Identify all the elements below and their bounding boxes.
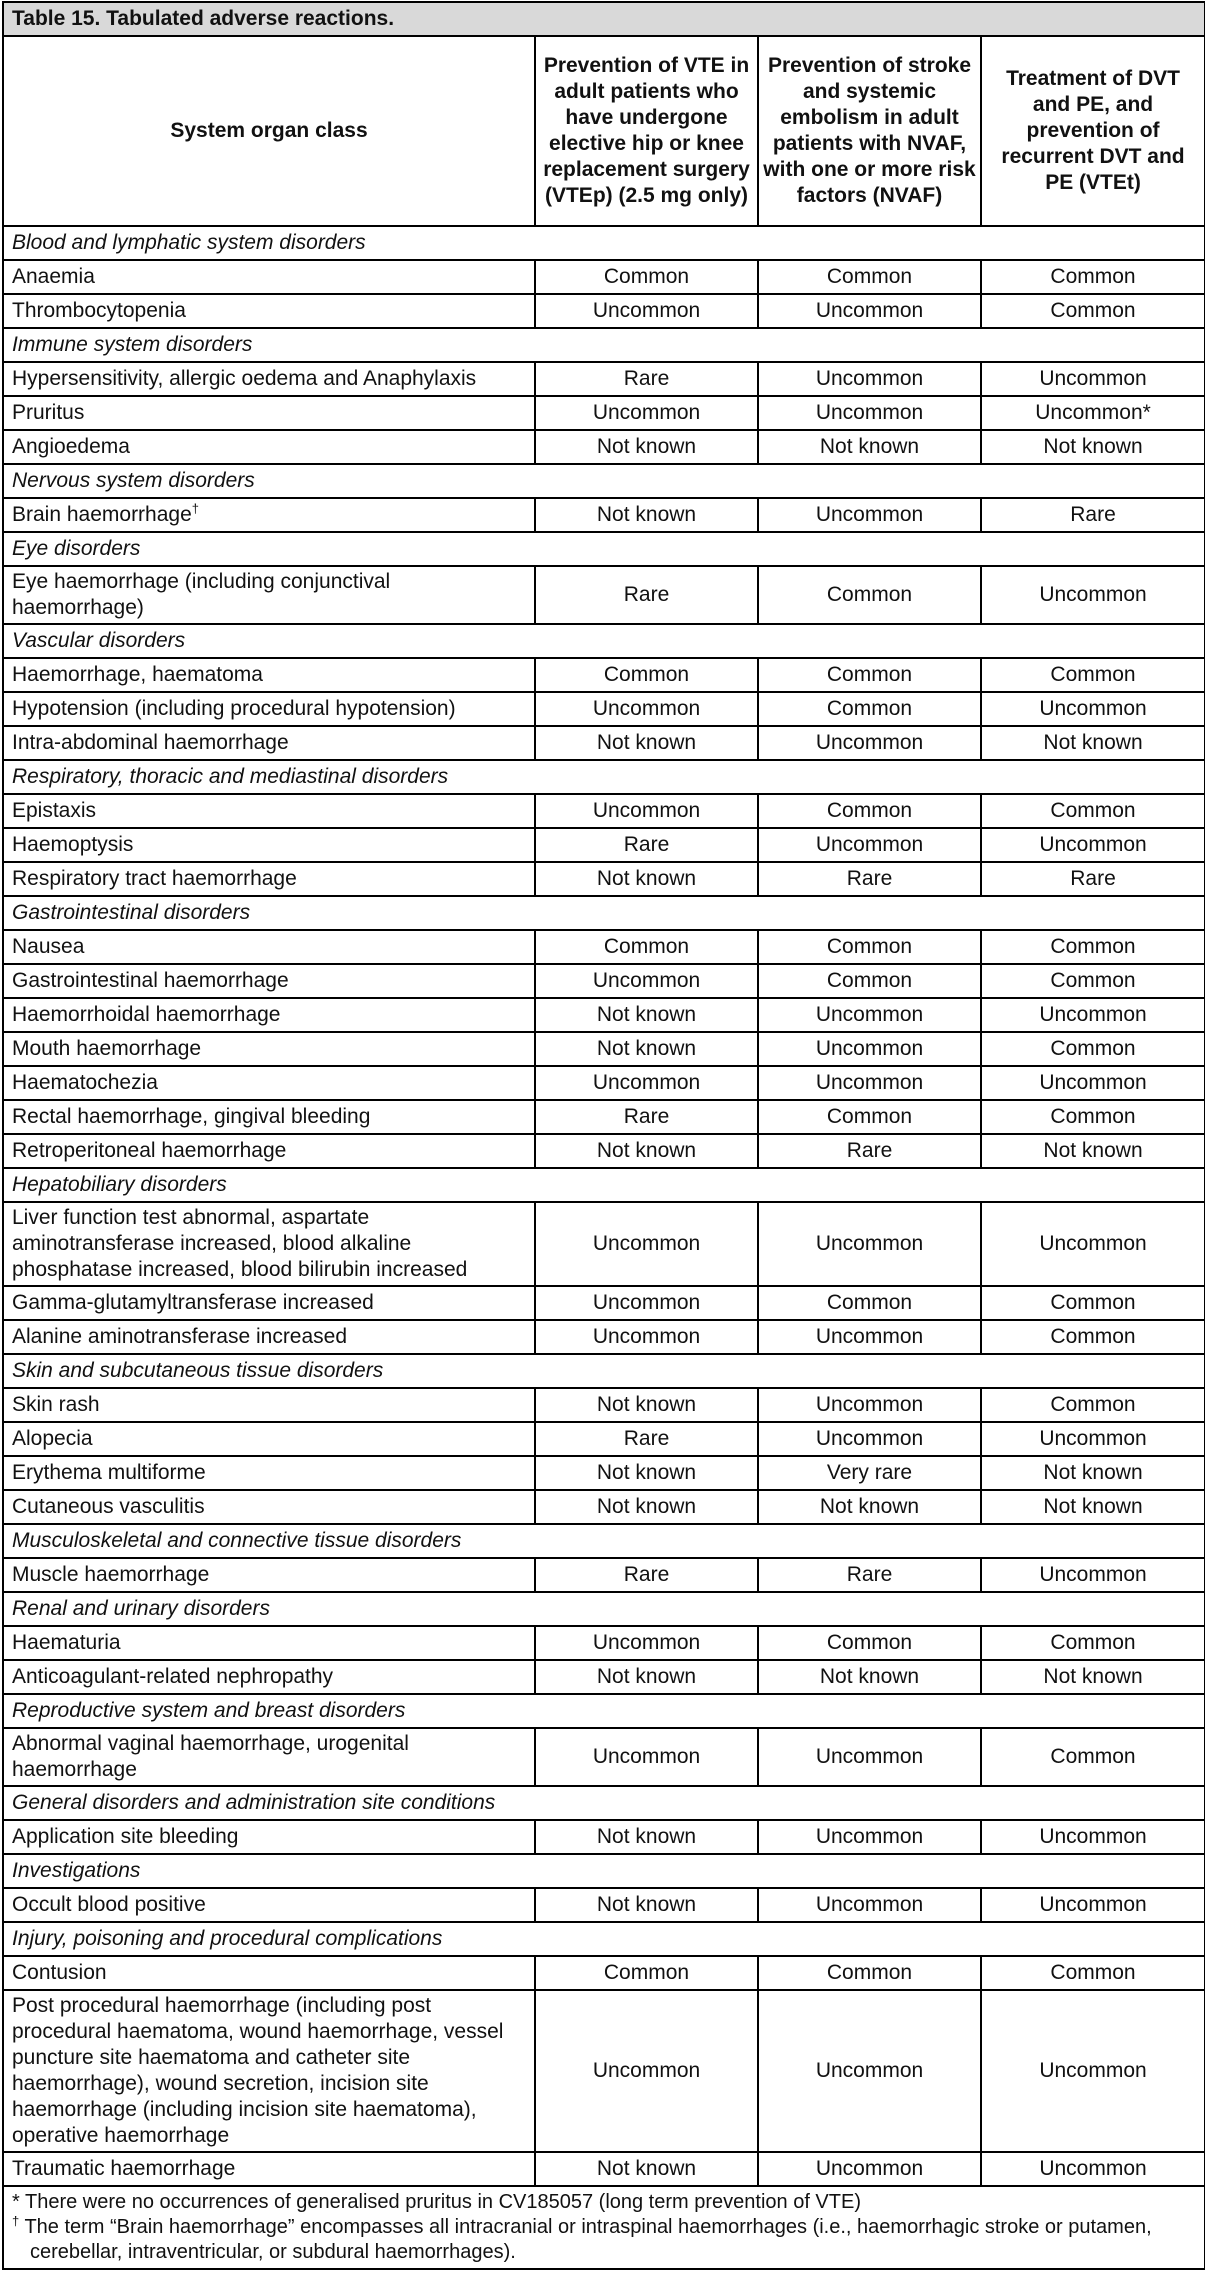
reaction-term-text: Cutaneous vasculitis xyxy=(12,1495,205,1518)
header-vtet: Treatment of DVT and PE, and prevention of recurrent DVT and PE (VTEt) xyxy=(981,36,1205,226)
category-row xyxy=(3,896,1205,930)
frequency-vtet: Uncommon xyxy=(981,1066,1205,1100)
frequency-vtep: Uncommon xyxy=(535,964,758,998)
frequency-vtep: Not known xyxy=(535,430,758,464)
table-row xyxy=(3,1626,1205,1660)
frequency-vtep: Uncommon xyxy=(535,1202,758,1286)
reaction-term xyxy=(3,1956,535,1990)
frequency-vtet: Uncommon xyxy=(981,2152,1205,2186)
table-row xyxy=(3,862,1205,896)
frequency-vtep: Not known xyxy=(535,1490,758,1524)
category-row xyxy=(3,464,1205,498)
header-vtep: Prevention of VTE in adult patients who have undergone elective hip or knee replacement surgery (VTEp) (2.5 mg only) xyxy=(535,36,758,226)
frequency-nvaf: Common xyxy=(758,964,981,998)
reaction-term-text: Haematuria xyxy=(12,1631,121,1654)
frequency-nvaf: Not known xyxy=(758,1660,981,1694)
reaction-term-text: Intra-abdominal haemorrhage xyxy=(12,731,289,754)
table-row xyxy=(3,1202,1205,1286)
reaction-term xyxy=(3,260,535,294)
category-label: Blood and lymphatic system disorders xyxy=(3,226,1205,260)
frequency-nvaf: Uncommon xyxy=(758,294,981,328)
frequency-vtep: Uncommon xyxy=(535,794,758,828)
frequency-vtet: Common xyxy=(981,930,1205,964)
frequency-vtet: Uncommon xyxy=(981,566,1205,624)
category-row xyxy=(3,1354,1205,1388)
frequency-vtep: Uncommon xyxy=(535,1320,758,1354)
table-row xyxy=(3,692,1205,726)
category-row xyxy=(3,1786,1205,1820)
frequency-nvaf: Common xyxy=(758,1100,981,1134)
category-label: Gastrointestinal disorders xyxy=(3,896,1205,930)
frequency-nvaf: Common xyxy=(758,1286,981,1320)
table-row xyxy=(3,1286,1205,1320)
table-title: Table 15. Tabulated adverse reactions. xyxy=(3,2,1205,36)
table-row xyxy=(3,2152,1205,2186)
reaction-term-text: Eye haemorrhage (including conjunctival haemorrhage) xyxy=(12,570,391,619)
frequency-vtet: Common xyxy=(981,294,1205,328)
frequency-vtep: Uncommon xyxy=(535,1728,758,1786)
frequency-nvaf: Uncommon xyxy=(758,1202,981,1286)
reaction-term-text: Haemoptysis xyxy=(12,833,134,856)
reaction-term-text: Mouth haemorrhage xyxy=(12,1037,202,1060)
table-row xyxy=(3,294,1205,328)
frequency-nvaf: Common xyxy=(758,930,981,964)
frequency-vtet: Common xyxy=(981,1286,1205,1320)
category-label: Eye disorders xyxy=(3,532,1205,566)
frequency-vtep: Not known xyxy=(535,1388,758,1422)
reaction-term xyxy=(3,828,535,862)
frequency-vtet: Not known xyxy=(981,1134,1205,1168)
footnote-mark: † xyxy=(12,2213,20,2229)
frequency-vtep: Not known xyxy=(535,998,758,1032)
frequency-nvaf: Uncommon xyxy=(758,1820,981,1854)
reaction-term xyxy=(3,1286,535,1320)
frequency-nvaf: Common xyxy=(758,1626,981,1660)
reaction-term xyxy=(3,1456,535,1490)
table-row xyxy=(3,1134,1205,1168)
category-row xyxy=(3,1592,1205,1626)
frequency-vtet: Rare xyxy=(981,498,1205,532)
reaction-term xyxy=(3,294,535,328)
frequency-vtet: Not known xyxy=(981,1660,1205,1694)
reaction-term-text: Gamma-glutamyltransferase increased xyxy=(12,1291,374,1314)
header-nvaf: Prevention of stroke and systemic embolism in adult patients with NVAF, with one or more risk factors (NVAF) xyxy=(758,36,981,226)
frequency-vtep: Uncommon xyxy=(535,692,758,726)
reaction-term xyxy=(3,1202,535,1286)
frequency-vtep: Not known xyxy=(535,1820,758,1854)
category-label: Investigations xyxy=(3,1854,1205,1888)
reaction-term xyxy=(3,566,535,624)
category-label: Nervous system disorders xyxy=(3,464,1205,498)
table-row xyxy=(3,1990,1205,2152)
category-label: Musculoskeletal and connective tissue disorders xyxy=(3,1524,1205,1558)
category-label: Renal and urinary disorders xyxy=(3,1592,1205,1626)
frequency-nvaf: Common xyxy=(758,692,981,726)
footnotes xyxy=(3,2186,1205,2269)
reaction-term xyxy=(3,964,535,998)
frequency-vtet: Not known xyxy=(981,430,1205,464)
frequency-vtet: Not known xyxy=(981,726,1205,760)
frequency-vtet: Common xyxy=(981,1626,1205,1660)
frequency-vtet: Uncommon xyxy=(981,1422,1205,1456)
frequency-nvaf: Uncommon xyxy=(758,1066,981,1100)
frequency-nvaf: Uncommon xyxy=(758,1728,981,1786)
adverse-reactions-table xyxy=(2,1,1205,2270)
category-label: Respiratory, thoracic and mediastinal disorders xyxy=(3,760,1205,794)
reaction-term xyxy=(3,2152,535,2186)
table-row xyxy=(3,1888,1205,1922)
frequency-vtep: Common xyxy=(535,1956,758,1990)
table-row xyxy=(3,1066,1205,1100)
reaction-term xyxy=(3,498,535,532)
frequency-nvaf: Not known xyxy=(758,1490,981,1524)
frequency-vtep: Not known xyxy=(535,1032,758,1066)
reaction-term-text: Haemorrhoidal haemorrhage xyxy=(12,1003,281,1026)
reaction-term-text: Brain haemorrhage xyxy=(12,503,192,526)
reaction-term-text: Anticoagulant-related nephropathy xyxy=(12,1665,334,1688)
frequency-vtep: Not known xyxy=(535,1888,758,1922)
frequency-vtep: Rare xyxy=(535,362,758,396)
reaction-term xyxy=(3,1066,535,1100)
frequency-nvaf: Uncommon xyxy=(758,998,981,1032)
reaction-term-text: Pruritus xyxy=(12,401,85,424)
reaction-term xyxy=(3,1490,535,1524)
table-row xyxy=(3,362,1205,396)
frequency-vtet: Uncommon xyxy=(981,692,1205,726)
reaction-term xyxy=(3,1728,535,1786)
category-label: Vascular disorders xyxy=(3,624,1205,658)
frequency-nvaf: Uncommon xyxy=(758,498,981,532)
category-label: Immune system disorders xyxy=(3,328,1205,362)
frequency-nvaf: Common xyxy=(758,794,981,828)
frequency-vtet: Common xyxy=(981,1320,1205,1354)
reaction-term xyxy=(3,1626,535,1660)
table-row xyxy=(3,930,1205,964)
reaction-term xyxy=(3,794,535,828)
reaction-term xyxy=(3,930,535,964)
frequency-vtep: Not known xyxy=(535,1134,758,1168)
header-system-organ-class: System organ class xyxy=(3,36,535,226)
reaction-term-text: Nausea xyxy=(12,935,85,958)
reaction-term-text: Thrombocytopenia xyxy=(12,299,186,322)
frequency-nvaf: Uncommon xyxy=(758,2152,981,2186)
frequency-vtep: Uncommon xyxy=(535,1066,758,1100)
table-row xyxy=(3,396,1205,430)
reaction-term-text: Abnormal vaginal haemorrhage, urogenital haemorrhage xyxy=(12,1732,409,1781)
reaction-term-text: Post procedural haemorrhage (including post procedural haematoma, wound haemorrhage, vessel puncture site haematoma and catheter site haemorrhage), wound secretion, incision site haemorrhage (including incision site haematoma), operative haemorrhage xyxy=(12,1994,504,2147)
frequency-vtep: Common xyxy=(535,658,758,692)
reaction-term-text: Epistaxis xyxy=(12,799,97,822)
frequency-vtep: Uncommon xyxy=(535,1990,758,2152)
frequency-vtep: Rare xyxy=(535,1100,758,1134)
table-row xyxy=(3,964,1205,998)
reaction-term xyxy=(3,862,535,896)
frequency-vtet: Common xyxy=(981,260,1205,294)
reaction-term xyxy=(3,1134,535,1168)
category-label: Skin and subcutaneous tissue disorders xyxy=(3,1354,1205,1388)
category-row xyxy=(3,1922,1205,1956)
frequency-vtep: Rare xyxy=(535,566,758,624)
frequency-nvaf: Common xyxy=(758,260,981,294)
footnote-mark: * xyxy=(12,2191,20,2213)
reaction-term xyxy=(3,396,535,430)
reaction-term xyxy=(3,1100,535,1134)
reaction-term xyxy=(3,1660,535,1694)
frequency-vtet: Uncommon xyxy=(981,828,1205,862)
reaction-term xyxy=(3,1558,535,1592)
category-label: Injury, poisoning and procedural complications xyxy=(3,1922,1205,1956)
table-row xyxy=(3,1032,1205,1066)
frequency-nvaf: Uncommon xyxy=(758,1422,981,1456)
table-row xyxy=(3,566,1205,624)
frequency-vtep: Not known xyxy=(535,2152,758,2186)
reaction-term xyxy=(3,1422,535,1456)
frequency-nvaf: Uncommon xyxy=(758,828,981,862)
frequency-nvaf: Uncommon xyxy=(758,1032,981,1066)
reaction-term xyxy=(3,1032,535,1066)
frequency-vtep: Not known xyxy=(535,1660,758,1694)
frequency-vtep: Rare xyxy=(535,1422,758,1456)
footnote-text: The term “Brain haemorrhage” encompasses all intracranial or intraspinal haemorrhages (i.e., haemorrhagic stroke or putamen, cerebellar, intraventricular, or subdural haemorrhages). xyxy=(24,2216,1152,2263)
table-row xyxy=(3,1490,1205,1524)
category-row xyxy=(3,226,1205,260)
table-row xyxy=(3,1660,1205,1694)
frequency-vtet: Uncommon xyxy=(981,1888,1205,1922)
category-label: Hepatobiliary disorders xyxy=(3,1168,1205,1202)
category-row xyxy=(3,328,1205,362)
category-row xyxy=(3,1524,1205,1558)
footnotes-row xyxy=(3,2186,1205,2269)
table-row xyxy=(3,1820,1205,1854)
frequency-vtep: Not known xyxy=(535,498,758,532)
reaction-term xyxy=(3,692,535,726)
frequency-vtet: Not known xyxy=(981,1490,1205,1524)
frequency-vtep: Uncommon xyxy=(535,1286,758,1320)
reaction-term-text: Hypersensitivity, allergic oedema and Anaphylaxis xyxy=(12,367,477,390)
table-row xyxy=(3,1728,1205,1786)
frequency-vtet: Common xyxy=(981,1956,1205,1990)
frequency-vtet: Uncommon xyxy=(981,1558,1205,1592)
frequency-nvaf: Common xyxy=(758,658,981,692)
reaction-term-text: Skin rash xyxy=(12,1393,100,1416)
table-row xyxy=(3,1456,1205,1490)
table-row xyxy=(3,828,1205,862)
frequency-nvaf: Rare xyxy=(758,1134,981,1168)
frequency-nvaf: Uncommon xyxy=(758,396,981,430)
reaction-term xyxy=(3,1990,535,2152)
frequency-nvaf: Uncommon xyxy=(758,1320,981,1354)
category-label: General disorders and administration site conditions xyxy=(3,1786,1205,1820)
reaction-term-text: Angioedema xyxy=(12,435,130,458)
frequency-vtet: Not known xyxy=(981,1456,1205,1490)
table-row xyxy=(3,1388,1205,1422)
frequency-vtep: Not known xyxy=(535,1456,758,1490)
frequency-vtep: Uncommon xyxy=(535,1626,758,1660)
frequency-nvaf: Uncommon xyxy=(758,726,981,760)
frequency-vtet: Uncommon xyxy=(981,998,1205,1032)
frequency-nvaf: Uncommon xyxy=(758,1388,981,1422)
table-row xyxy=(3,1320,1205,1354)
frequency-vtep: Rare xyxy=(535,828,758,862)
reaction-term-text: Erythema multiforme xyxy=(12,1461,206,1484)
frequency-vtet: Common xyxy=(981,1100,1205,1134)
frequency-vtep: Uncommon xyxy=(535,294,758,328)
reaction-term-text: Retroperitoneal haemorrhage xyxy=(12,1139,287,1162)
reaction-term xyxy=(3,1888,535,1922)
frequency-nvaf: Uncommon xyxy=(758,362,981,396)
frequency-nvaf: Very rare xyxy=(758,1456,981,1490)
reaction-term xyxy=(3,998,535,1032)
frequency-nvaf: Common xyxy=(758,566,981,624)
category-row xyxy=(3,1854,1205,1888)
frequency-vtet: Uncommon xyxy=(981,1820,1205,1854)
frequency-vtet: Common xyxy=(981,964,1205,998)
frequency-nvaf: Rare xyxy=(758,1558,981,1592)
frequency-nvaf: Rare xyxy=(758,862,981,896)
frequency-vtet: Common xyxy=(981,1388,1205,1422)
category-row xyxy=(3,1694,1205,1728)
frequency-vtep: Not known xyxy=(535,862,758,896)
reaction-term-text: Rectal haemorrhage, gingival bleeding xyxy=(12,1105,371,1128)
reaction-term xyxy=(3,726,535,760)
reaction-term-text: Anaemia xyxy=(12,265,95,288)
table-row xyxy=(3,726,1205,760)
reaction-term-text: Contusion xyxy=(12,1961,107,1984)
footnote-mark: † xyxy=(191,501,200,516)
frequency-vtet: Common xyxy=(981,658,1205,692)
category-row xyxy=(3,624,1205,658)
reaction-term xyxy=(3,1388,535,1422)
table-title-row xyxy=(3,2,1205,36)
reaction-term xyxy=(3,362,535,396)
frequency-vtet: Rare xyxy=(981,862,1205,896)
frequency-vtet: Common xyxy=(981,1728,1205,1786)
frequency-vtep: Common xyxy=(535,930,758,964)
frequency-nvaf: Not known xyxy=(758,430,981,464)
frequency-vtet: Common xyxy=(981,1032,1205,1066)
frequency-vtep: Uncommon xyxy=(535,396,758,430)
frequency-vtep: Rare xyxy=(535,1558,758,1592)
footnote-2 xyxy=(12,2215,1196,2265)
table-row xyxy=(3,1956,1205,1990)
category-row xyxy=(3,760,1205,794)
reaction-term-text: Application site bleeding xyxy=(12,1825,239,1848)
frequency-vtet: Uncommon xyxy=(981,1990,1205,2152)
reaction-term xyxy=(3,1320,535,1354)
reaction-term-text: Alanine aminotransferase increased xyxy=(12,1325,348,1348)
frequency-vtep: Not known xyxy=(535,726,758,760)
reaction-term-text: Haemorrhage, haematoma xyxy=(12,663,263,686)
table-row xyxy=(3,1422,1205,1456)
reaction-term xyxy=(3,658,535,692)
table-body xyxy=(3,226,1205,2186)
footnote-text: There were no occurrences of generalised pruritus in CV185057 (long term prevention of VTE) xyxy=(25,2191,861,2213)
reaction-term-text: Alopecia xyxy=(12,1427,93,1450)
table-row xyxy=(3,1558,1205,1592)
table-header-row xyxy=(3,36,1205,226)
frequency-vtet: Uncommon xyxy=(981,362,1205,396)
table-row xyxy=(3,1100,1205,1134)
reaction-term-text: Traumatic haemorrhage xyxy=(12,2157,236,2180)
reaction-term-text: Muscle haemorrhage xyxy=(12,1563,210,1586)
reaction-term-text: Liver function test abnormal, aspartate aminotransferase increased, blood alkaline phosphatase increased, blood bilirubin increased xyxy=(12,1206,468,1281)
reaction-term-text: Occult blood positive xyxy=(12,1893,206,1916)
category-label: Reproductive system and breast disorders xyxy=(3,1694,1205,1728)
reaction-term-text: Haematochezia xyxy=(12,1071,158,1094)
reaction-term-text: Respiratory tract haemorrhage xyxy=(12,867,297,890)
frequency-nvaf: Uncommon xyxy=(758,1888,981,1922)
frequency-vtet: Common xyxy=(981,794,1205,828)
table-row xyxy=(3,794,1205,828)
table-row xyxy=(3,498,1205,532)
table-row xyxy=(3,658,1205,692)
table-row xyxy=(3,430,1205,464)
category-row xyxy=(3,532,1205,566)
footnote-1 xyxy=(12,2190,1196,2215)
frequency-vtet: Uncommon* xyxy=(981,396,1205,430)
frequency-vtep: Common xyxy=(535,260,758,294)
reaction-term xyxy=(3,1820,535,1854)
table-row xyxy=(3,260,1205,294)
reaction-term-text: Hypotension (including procedural hypotension) xyxy=(12,697,456,720)
frequency-vtet: Uncommon xyxy=(981,1202,1205,1286)
frequency-nvaf: Common xyxy=(758,1956,981,1990)
table-row xyxy=(3,998,1205,1032)
frequency-nvaf: Uncommon xyxy=(758,1990,981,2152)
reaction-term-text: Gastrointestinal haemorrhage xyxy=(12,969,289,992)
reaction-term xyxy=(3,430,535,464)
category-row xyxy=(3,1168,1205,1202)
